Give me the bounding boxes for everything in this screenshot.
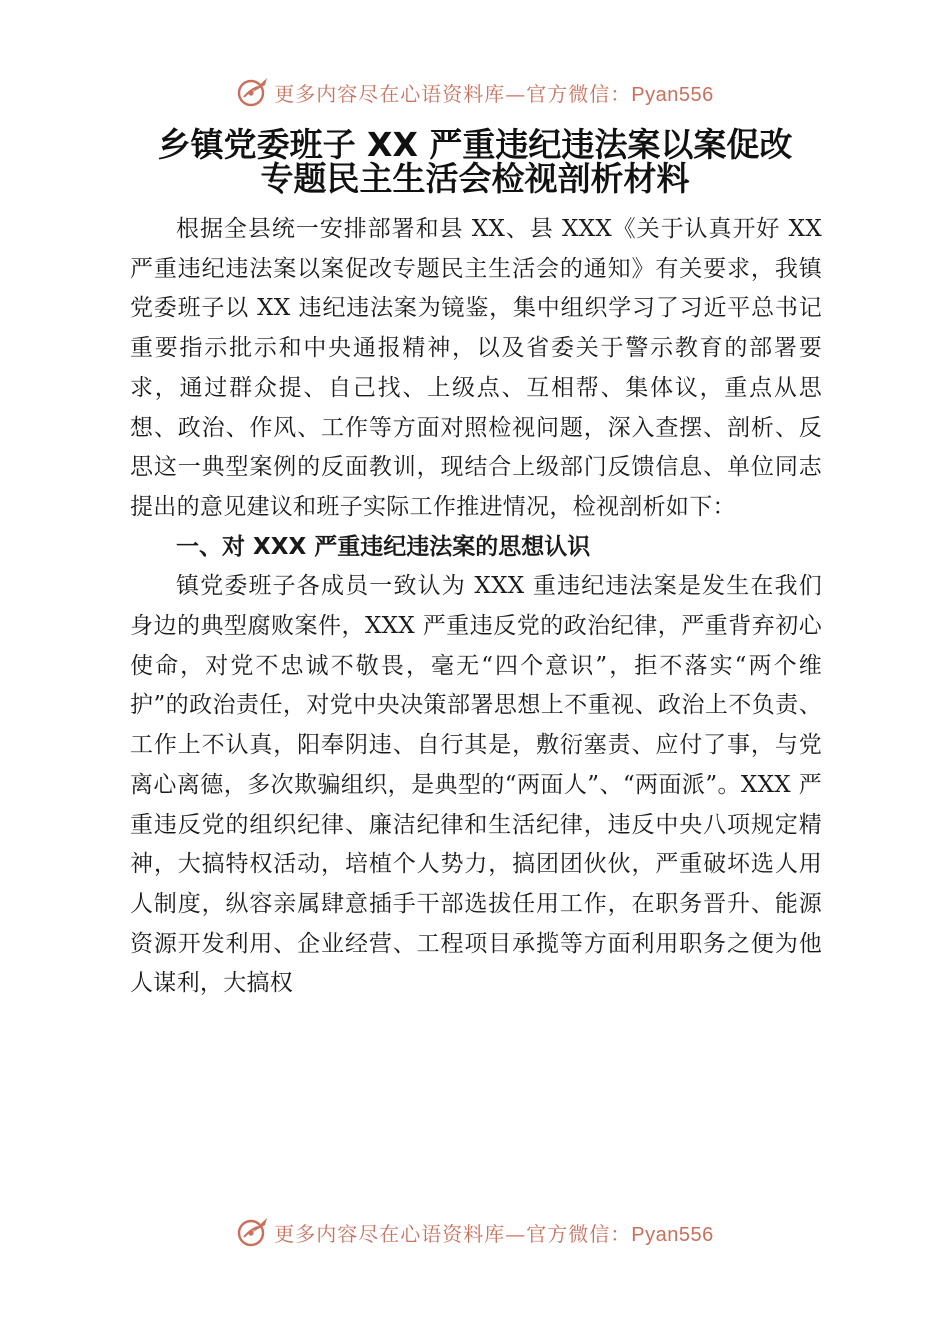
- section-paragraph-1: 镇党委班子各成员一致认为 XXX 重违纪违法案是发生在我们身边的典型腐败案件，XXX 严重违反党的政治纪律，严重背弃初心使命，对党不忠诚不敬畏，毫无“四个意识”，拒不落实“两个维护”的政治责任，对党中央决策部署思想上不重视、政治上不负责、工作上不认真，阳奉阴违、自行其是，敷衍塞责、应付了事，与党离心离德，多次欺骗组织，是典型的“两面人”、“两面派”。XXX 严重违反党的组织纪律、廉洁纪律和生活纪律，违反中央八项规定精神，大搞特权活动，培植个人势力，搞团团伙伙，严重破坏选人用人制度，纵容亲属肆意插手干部选拔任用工作，在职务晋升、能源资源开发利用、企业经营、工程项目承揽等方面利用职务之便为他人谋利，大搞权: [130, 573, 822, 997]
- title-line-2: 专题民主生活会检视剖析材料: [260, 159, 690, 198]
- watermark-banner-bottom: [0, 1212, 950, 1252]
- pen-nib-circle-icon: [236, 75, 270, 109]
- title-line-1: 乡镇党委班子 XX 严重违纪违法案以案促改: [157, 125, 793, 164]
- document-title: [60, 125, 890, 198]
- section-heading-1: 一、对 XXX 严重违纪违法案的思想认识: [176, 533, 591, 560]
- watermark-text: 更多内容尽在心语资料库—官方微信：Pyan556: [274, 81, 714, 106]
- watermark-text: 更多内容尽在心语资料库—官方微信：Pyan556: [274, 1221, 714, 1246]
- document-body: [130, 210, 822, 1004]
- pen-nib-circle-icon: [236, 1215, 270, 1249]
- intro-paragraph: 根据全县统一安排部署和县 XX、县 XXX《关于认真开好 XX 严重违纪违法案以案促改专题民主生活会的通知》有关要求，我镇党委班子以 XX 违纪违法案为镜鉴，集中组织学习了习近平总书记重要指示批示和中央通报精神，以及省委关于警示教育的部署要求，通过群众提、自己找、上级点、互相帮、集体议，重点从思想、政治、作风、工作等方面对照检视问题，深入查摆、剖析、反思这一典型案例的反面教训，现结合上级部门反馈信息、单位同志提出的意见建议和班子实际工作推进情况，检视剖析如下：: [130, 216, 822, 520]
- watermark-banner-top: [0, 72, 950, 112]
